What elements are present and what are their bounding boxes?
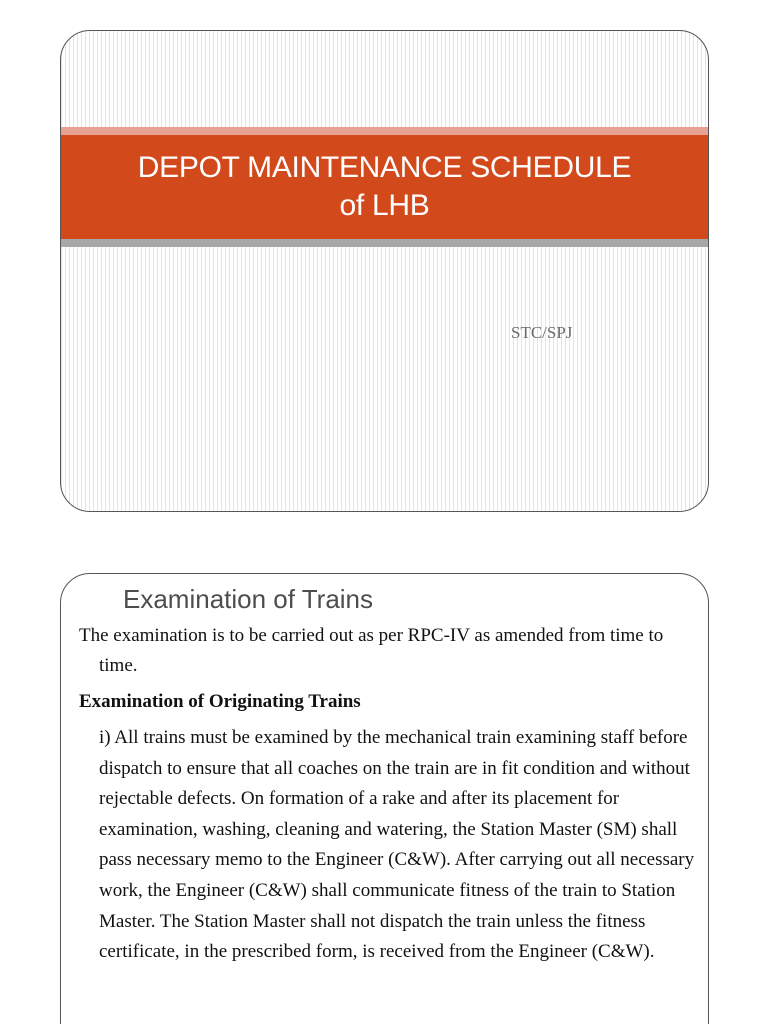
section-paragraph: i) All trains must be examined by the mechanical train examining staff before dispatch to ensure that all coaches on the train are in fit condition and without rejectable defects. On formation of a rake and after its placement for examination, washing, cleaning and watering, the Station Master (SM) shall pass necessary memo to the Engineer (C&W). After carrying out all necessary work, the Engineer (C&W) shall communicate fitness of the train to Station Master. The Station Master shall not dispatch the train unless the fitness certificate, in the prescribed form, is received from the Engineer (C&W). <box>99 727 695 963</box>
slide-title-line-2: of LHB <box>339 189 430 222</box>
title-band-top-stripe <box>61 127 708 135</box>
content-body <box>79 621 701 968</box>
content-slide <box>60 573 709 1024</box>
slide-title-line-1: DEPOT MAINTENANCE SCHEDULE <box>137 151 632 184</box>
intro-paragraph: The examination is to be carried out as per RPC-IV as amended from time to time. <box>79 625 664 676</box>
slide-subtitle: STC/SPJ <box>511 323 573 342</box>
section-heading: Examination of Originating Trains <box>79 691 361 712</box>
title-band <box>61 135 708 239</box>
title-band-bottom-stripe <box>61 239 708 247</box>
content-slide-title: Examination of Trains <box>123 584 374 614</box>
title-slide <box>60 30 709 512</box>
